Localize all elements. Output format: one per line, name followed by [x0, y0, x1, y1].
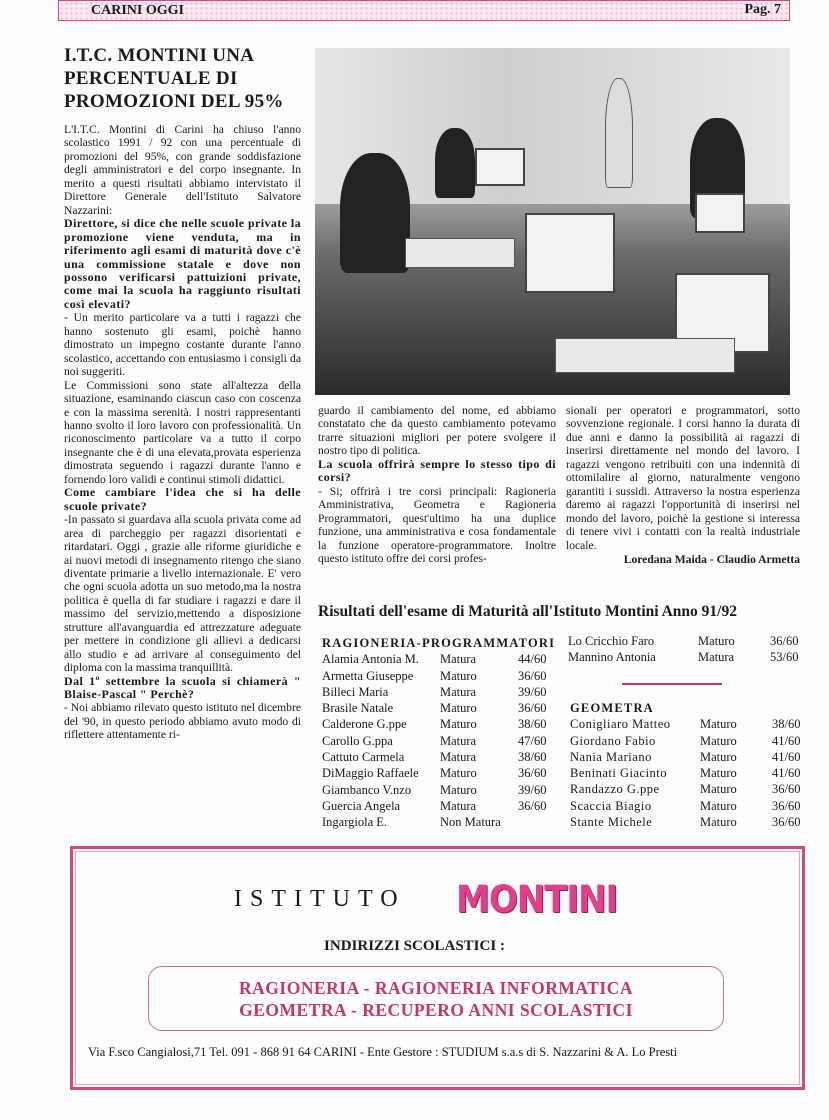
table-row	[570, 765, 800, 781]
ad-indirizzi-heading: INDIRIZZI SCOLASTICI :	[324, 938, 505, 954]
table-row	[570, 798, 800, 814]
result-status: Maturo	[440, 701, 477, 716]
page-header	[58, 0, 790, 21]
result-status: Maturo	[440, 668, 477, 683]
result-status: Matura	[440, 798, 477, 813]
interview-question: Dal 1º settembre la scuola si chiamerà " Blaise-Pascal " Perchè?	[64, 673, 301, 702]
paragraph: - Si; offrirà i tre corsi principali: Ragioneria Amministrativa, Geometra e Ragioneria Programmatori, quest'ultimo ha una duplice funzione, una amministrativa e cosa fondamentale la funzione operatore-programmatore. Inoltre questo istituto offre dei corsi profes-	[318, 484, 556, 565]
score: 36/60	[518, 668, 547, 683]
score: 39/60	[518, 684, 547, 699]
result-status: Maturo	[700, 749, 737, 764]
table-row	[322, 716, 555, 732]
score: 36/60	[518, 766, 547, 781]
score: 36/60	[518, 701, 547, 716]
score: 38/60	[518, 750, 547, 765]
student-name: Calderone G.ppe	[322, 717, 407, 732]
table-row	[322, 700, 555, 716]
score: 41/60	[772, 749, 801, 764]
score: 38/60	[518, 717, 547, 732]
result-status: Matura	[440, 733, 477, 748]
interview-question: La scuola offrirà sempre lo stesso tipo di corsi?	[318, 456, 556, 485]
student-name: Mannino Antonia	[568, 650, 656, 665]
table-row	[570, 733, 800, 749]
score: 39/60	[518, 782, 547, 797]
ad-courses-line-2: GEOMETRA - RECUPERO ANNI SCOLASTICI	[239, 1000, 633, 1020]
table-row	[322, 668, 555, 684]
ad-istituto: ISTITUTO	[234, 886, 406, 912]
table-row	[570, 749, 800, 765]
table-row	[322, 651, 555, 667]
table-row	[570, 716, 800, 732]
result-status: Maturo	[700, 733, 737, 748]
score: 44/60	[518, 652, 547, 667]
student-name: Alamia Antonia M.	[322, 652, 419, 667]
article-title: I.T.C. MONTINI UNA PERCENTUALE DI PROMOZIONI DEL 95%	[64, 45, 284, 112]
montini-logo: MONTINI	[456, 878, 618, 922]
paragraph: - Un merito particolare va a tutti i ragazzi che hanno sostenuto gli esami, poichè hanno dimostrato un impegno costante durante l'anno scolastico, accettando con entusiasmo i consigli da noi suggeriti.	[64, 311, 301, 379]
result-status: Maturo	[700, 798, 737, 813]
paragraph: L'I.T.C. Montini di Carini ha chiuso l'anno scolastico 1991 / 92 con una percentuale di promozioni del 95%, con grande soddisfazione degli amministratori e del corpo insegnante. In merito a questi risultati abbiamo intervistato il Direttore Generale dell'Istituto Salvatore Nazzarini:	[64, 123, 301, 217]
student-name: Stante Michele	[570, 815, 653, 830]
ad-address: Via F.sco Cangialosi,71 Tel. 091 - 868 91 64 CARINI - Ente Gestore : STUDIUM s.a.s di S. Nazzarini & A. Lo Presti	[88, 1045, 678, 1059]
ad-courses-box	[148, 966, 724, 1031]
result-status: Matura	[698, 650, 735, 665]
student-name: Scaccia Biagio	[570, 798, 652, 813]
table-row	[322, 782, 555, 798]
results-table-ragioneria	[322, 635, 555, 831]
score: 36/60	[772, 782, 801, 797]
paragraph: -In passato si guardava alla scuola privata come ad area di parcheggio per ragazzi disorientati e ritardatari. Oggi , grazie alle riforme giuridiche e ai nuovi metodi di insegnamento ritengo che siano diventate primarie a livello internazionale. E' vero che ogni scuola adotta un suo metodo,ma la nostra politica è quella di far studiare i ragazzi e dare il massimo del servizio,mettendo a disposizione strutture all'avanguardia ed attrezzature adeguate per mettere in condizione gli allievi a dedicarsi allo studio e ad arrivare al conseguimento del diploma con la massima tranquillità.	[64, 513, 301, 675]
score: 38/60	[772, 717, 801, 732]
result-status: Maturo	[700, 717, 737, 732]
score: 53/60	[770, 650, 799, 665]
results-table-ragioneria-continued	[568, 633, 798, 666]
divider	[622, 683, 722, 685]
score: 41/60	[772, 766, 801, 781]
results-table-geometra	[570, 700, 800, 830]
article-column-1	[64, 123, 301, 742]
student-name: Giambanco V.nzo	[322, 782, 412, 797]
interview-question: Direttore, si dice che nelle scuole private la promozione viene venduta, ma in riferimento agli esami di maturità dove c'è una commissione statale e dove non possono verificarsi pattuizioni private, come mai la scuola ha raggiunto risultati così elevati?	[64, 216, 301, 311]
result-status: Matura	[440, 750, 477, 765]
result-status: Maturo	[440, 717, 477, 732]
result-status: Maturo	[698, 634, 735, 648]
article-authors: Loredana Maida - Claudio Armetta	[623, 552, 800, 566]
publication-name: CARINI OGGI	[91, 3, 184, 18]
student-name: Brasile Natale	[322, 701, 394, 716]
student-name: Nania Mariano	[570, 749, 652, 764]
article-column-3	[566, 404, 800, 566]
table-row	[322, 733, 555, 749]
table-row	[322, 765, 555, 781]
article-column-2	[318, 404, 556, 565]
interview-question: Come cambiare l'idea che si ha delle scuole private?	[64, 485, 301, 513]
score: 47/60	[518, 733, 547, 748]
student-name: Billeci Maria	[322, 684, 389, 699]
student-name: Randazzo G.ppe	[570, 782, 660, 797]
student-name: Lo Cricchio Faro	[568, 634, 655, 648]
score: 36/60	[772, 815, 801, 830]
result-status: Maturo	[700, 782, 737, 797]
ad-courses-line-1: RAGIONERIA - RAGIONERIA INFORMATICA	[239, 978, 633, 998]
student-name: DiMaggio Raffaele	[322, 766, 419, 781]
table-row	[568, 633, 798, 649]
result-status: Maturo	[700, 766, 737, 781]
result-status: Matura	[440, 684, 477, 699]
section-heading: GEOMETRA	[570, 701, 654, 715]
result-status: Matura	[440, 652, 477, 667]
score: 36/60	[518, 798, 547, 813]
paragraph: sionali per operatori e programmatori, sotto sovvenzione regionale. I corsi hanno la durata di due anni e danno la possibilità ai ragazzi di inserirsi direttamente nel mondo del lavoro. I ragazzi vengono retribuiti con una indennità di ottomilalire al giorno, naturalmente vengono garantiti i sussidi. Attraverso la nostra esperienza daremo ai ragazzi l'opportunità di inserirsi nel mondo del lavoro, poichè la gestione si interessa di tenere vivi i contatti con la realtà industriale locale.	[566, 404, 800, 552]
table-row	[322, 749, 555, 765]
paragraph: guardo il cambiamento del nome, ed abbiamo constatato che da questo cambiamento potevamo trarre situazioni migliori per potere svolgere il nostro tipo di politica.	[318, 404, 556, 458]
student-name: Giordano Fabio	[570, 733, 656, 748]
results-title: Risultati dell'esame di Maturità all'Istituto Montini Anno 91/92	[318, 603, 737, 620]
student-name: Carollo G.ppa	[322, 733, 393, 748]
result-status: Maturo	[440, 766, 477, 781]
result-status: Maturo	[440, 782, 477, 797]
table-row	[322, 814, 555, 830]
score: 41/60	[772, 733, 801, 748]
student-name: Conigliaro Matteo	[570, 717, 671, 732]
table-row	[322, 684, 555, 700]
result-status: Maturo	[700, 815, 737, 830]
student-name: Armetta Giuseppe	[322, 668, 414, 683]
table-row	[570, 781, 800, 797]
page-number: Pag. 7	[744, 2, 781, 17]
table-row	[568, 649, 798, 665]
section-heading: RAGIONERIA-PROGRAMMATORI	[322, 636, 556, 650]
student-name: Cattuto Carmela	[322, 750, 405, 765]
classroom-photo	[315, 48, 790, 395]
table-row	[570, 814, 800, 830]
student-name: Ingargiola E.	[322, 815, 388, 830]
paragraph: Le Commissioni sono state all'altezza della situazione, esaminando ciascun caso con coscenza e con la massima serenità. I nostri rappresentanti hanno svolto il loro lavoro con professionalità. Un riconoscimento particolare va a tutto il corpo insegnante che è di una elevata,provata esperienza dimostrata seguendo i ragazzi durante l'anno e fornendo loro validi e continui stimoli didattici.	[64, 378, 301, 486]
table-row	[322, 798, 555, 814]
score: 36/60	[772, 798, 801, 813]
paragraph: - Noi abbiamo rilevato questo istituto nel dicembre del '90, in questo periodo abbiamo avuto modo di riflettere attentamente ri-	[64, 701, 301, 742]
student-name: Beninati Giacinto	[570, 766, 668, 781]
student-name: Guercia Angela	[322, 798, 401, 813]
result-status: Non Matura	[440, 815, 501, 830]
score: 36/60	[770, 634, 799, 648]
